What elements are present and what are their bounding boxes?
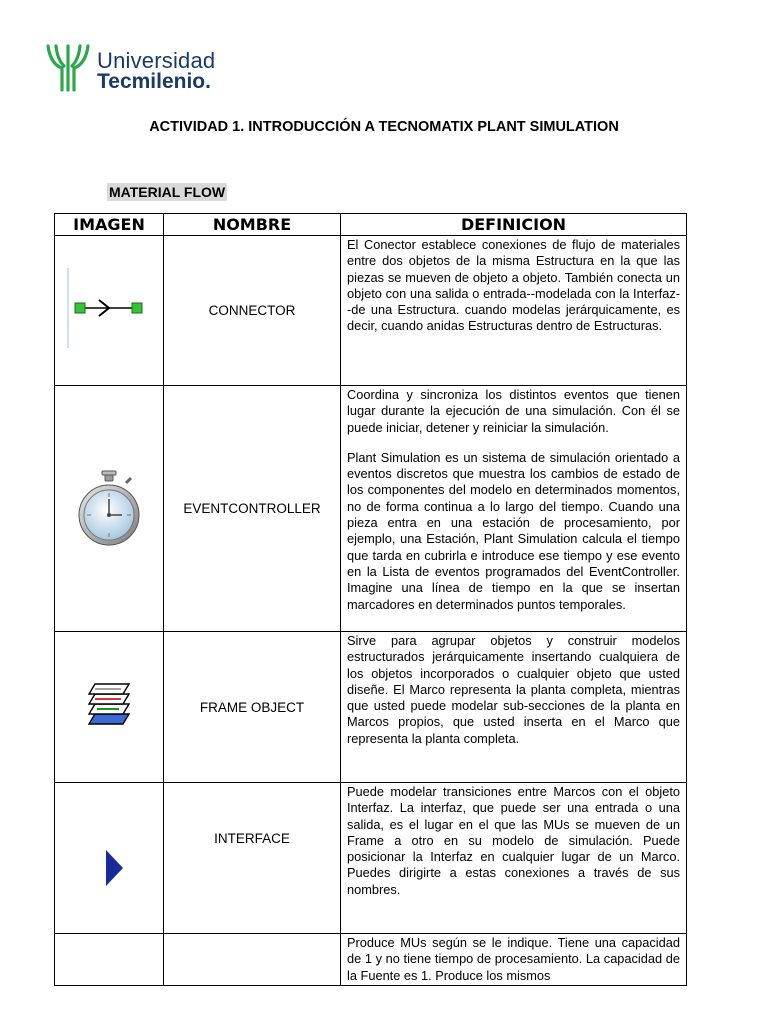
interface-arrow-icon (59, 784, 159, 932)
definition-cell (341, 783, 687, 934)
definition-paragraph: El Conector establece conexiones de flujo de materiales entre dos objetos de la misma Estructura en la que las piezas se mueven de objeto a objeto. También conecta un objeto con una salida o entrada--modelada con la Interfaz--de una Estructura. cuando modelas jerárquicamente, es decir, cuando anidas Estructuras dentro de Estructuras. (347, 237, 680, 334)
name-cell: FRAME OBJECT (164, 632, 341, 783)
definition-cell (341, 236, 687, 386)
frame-layers-icon (81, 682, 137, 732)
image-cell (55, 236, 164, 386)
image-cell (55, 386, 164, 632)
stopwatch-icon (74, 469, 144, 549)
image-cell (55, 632, 164, 783)
header-imagen: IMAGEN (55, 214, 164, 236)
image-cell (55, 783, 164, 934)
name-cell (164, 934, 341, 986)
table-row (55, 934, 687, 986)
table-row (55, 386, 687, 632)
table-row (55, 236, 687, 386)
document-title: ACTIVIDAD 1. INTRODUCCIÓN A TECNOMATIX PLANT SIMULATION (149, 119, 619, 135)
image-cell (55, 934, 164, 986)
connector-icon (59, 266, 159, 356)
table-header-row (55, 214, 687, 236)
name-cell: CONNECTOR (164, 236, 341, 386)
logo-text-tecmilenio: Tecmilenio. (97, 70, 211, 93)
section-title: MATERIAL FLOW (109, 184, 226, 200)
header-nombre: NOMBRE (164, 214, 341, 236)
definition-paragraph: Produce MUs según se le indique. Tiene una capacidad de 1 y no tiene tiempo de procesamiento. La capacidad de la Fuente es 1. Produce los mismos (347, 935, 680, 983)
logo-text-universidad: Universidad (97, 48, 216, 73)
definition-paragraph: Plant Simulation es un sistema de simulación orientado a eventos discretos que muestra los cambios de estado de los componentes del modelo en determinados momentos, no de forma continua a lo largo del tiempo. Cuando una pieza entra en una estación de procesamiento, por ejemplo, una Estación, Plant Simulation calcula el tiempo que tarda en cubrirla e introduce ese tiempo y ese evento en la Lista de eventos programados del EventController. Imagine una línea de tiempo en la que se insertan marcadores en determinados puntos temporales. (347, 449, 680, 612)
definition-cell (341, 386, 687, 632)
definition-paragraph: Sirve para agrupar objetos y construir modelos estructurados jerárquicamente insertando cualquiera de los objetos incorporados o cualquier objeto que usted diseñe. El Marco representa la planta completa, mientras que usted puede modelar sub-secciones de la planta en Marcos propios, que usted inserta en el Marco que representa la planta completa. (347, 633, 680, 746)
tecmilenio-logo-icon (42, 42, 94, 94)
name-cell: EVENTCONTROLLER (164, 386, 341, 632)
header-definicion: DEFINICION (341, 214, 687, 236)
material-flow-table (54, 213, 687, 986)
definition-cell (341, 934, 687, 986)
name-cell: INTERFACE (164, 783, 341, 934)
definition-paragraph: Coordina y sincroniza los distintos eventos que tienen lugar durante la ejecución de una simulación. Con él se puede iniciar, detener y reiniciar la simulación. (347, 387, 680, 435)
table-row (55, 783, 687, 934)
definition-paragraph: Puede modelar transiciones entre Marcos con el objeto Interfaz. La interfaz, que puede ser una entrada o una salida, es el lugar en el que las MUs se mueven de un Frame a otro en su modelo de simulación. Puede posicionar la Interfaz en cualquier lugar de un Marco. Puedes dirigirte a estas conexiones a través de sus nombres. (347, 784, 680, 897)
table-row (55, 632, 687, 783)
definition-cell (341, 632, 687, 783)
